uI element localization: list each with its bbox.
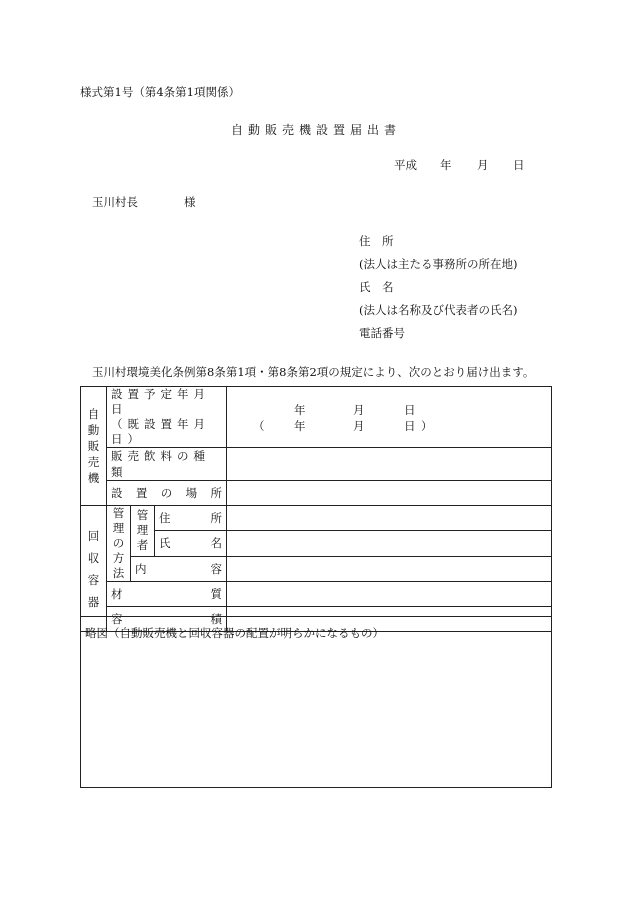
applicant-address-note: (法人は主たる事務所の所在地) — [359, 257, 518, 271]
date-day: 日 — [513, 158, 525, 172]
date-era: 平成 — [394, 158, 417, 172]
applicant-phone-label: 電話番号 — [359, 326, 405, 340]
manager-address-label: 住 所 — [155, 506, 227, 531]
management-method-label: 管 理 の 方 法 — [107, 506, 131, 582]
document-title: 自動販売機設置届出書 — [231, 123, 402, 137]
manager-address-field[interactable] — [227, 506, 552, 531]
application-table — [80, 386, 552, 632]
install-date-field[interactable]: 年 月 日 （ 年 月 日 ） — [227, 387, 552, 448]
container-group-label: 回 収 容 器 — [81, 506, 107, 632]
machine-group-label: 自 動 販 売 機 — [81, 387, 107, 506]
applicant-address-label: 住 所 — [359, 234, 394, 248]
content-label: 内 容 — [131, 556, 227, 581]
manager-name-label: 氏 名 — [155, 531, 227, 556]
statement: 玉川村環境美化条例第8条第1項・第8条第2項の規定により、次のとおり届け出ます。 — [92, 365, 535, 379]
material-label: 材 質 — [107, 582, 227, 607]
location-label: 設 置 の 場 所 — [107, 481, 227, 506]
addressee-honorific: 様 — [184, 195, 196, 209]
sketch-label: 略図（自動販売機と回収容器の配置が明らかになるもの） — [85, 626, 384, 640]
addressee-name: 玉川村長 — [92, 195, 138, 209]
sketch-area[interactable] — [80, 616, 552, 788]
capacity-label: 容 積 — [107, 607, 227, 632]
applicant-name-label: 氏 名 — [359, 280, 394, 294]
manager-label: 管 理 者 — [131, 506, 155, 557]
form-number: 様式第1号（第4条第1項関係） — [80, 85, 240, 99]
applicant-name-note: (法人は名称及び代表者の氏名) — [359, 303, 518, 317]
install-date-label: 設置予定年月日 （既設置年月日） — [107, 387, 227, 448]
drink-types-field[interactable] — [227, 448, 552, 481]
manager-name-field[interactable] — [227, 531, 552, 556]
date-year: 年 — [440, 158, 452, 172]
location-field[interactable] — [227, 481, 552, 506]
date-month: 月 — [477, 158, 489, 172]
drink-types-label: 販売飲料の種類 — [107, 448, 227, 481]
material-field[interactable] — [227, 582, 552, 607]
content-field[interactable] — [227, 556, 552, 581]
